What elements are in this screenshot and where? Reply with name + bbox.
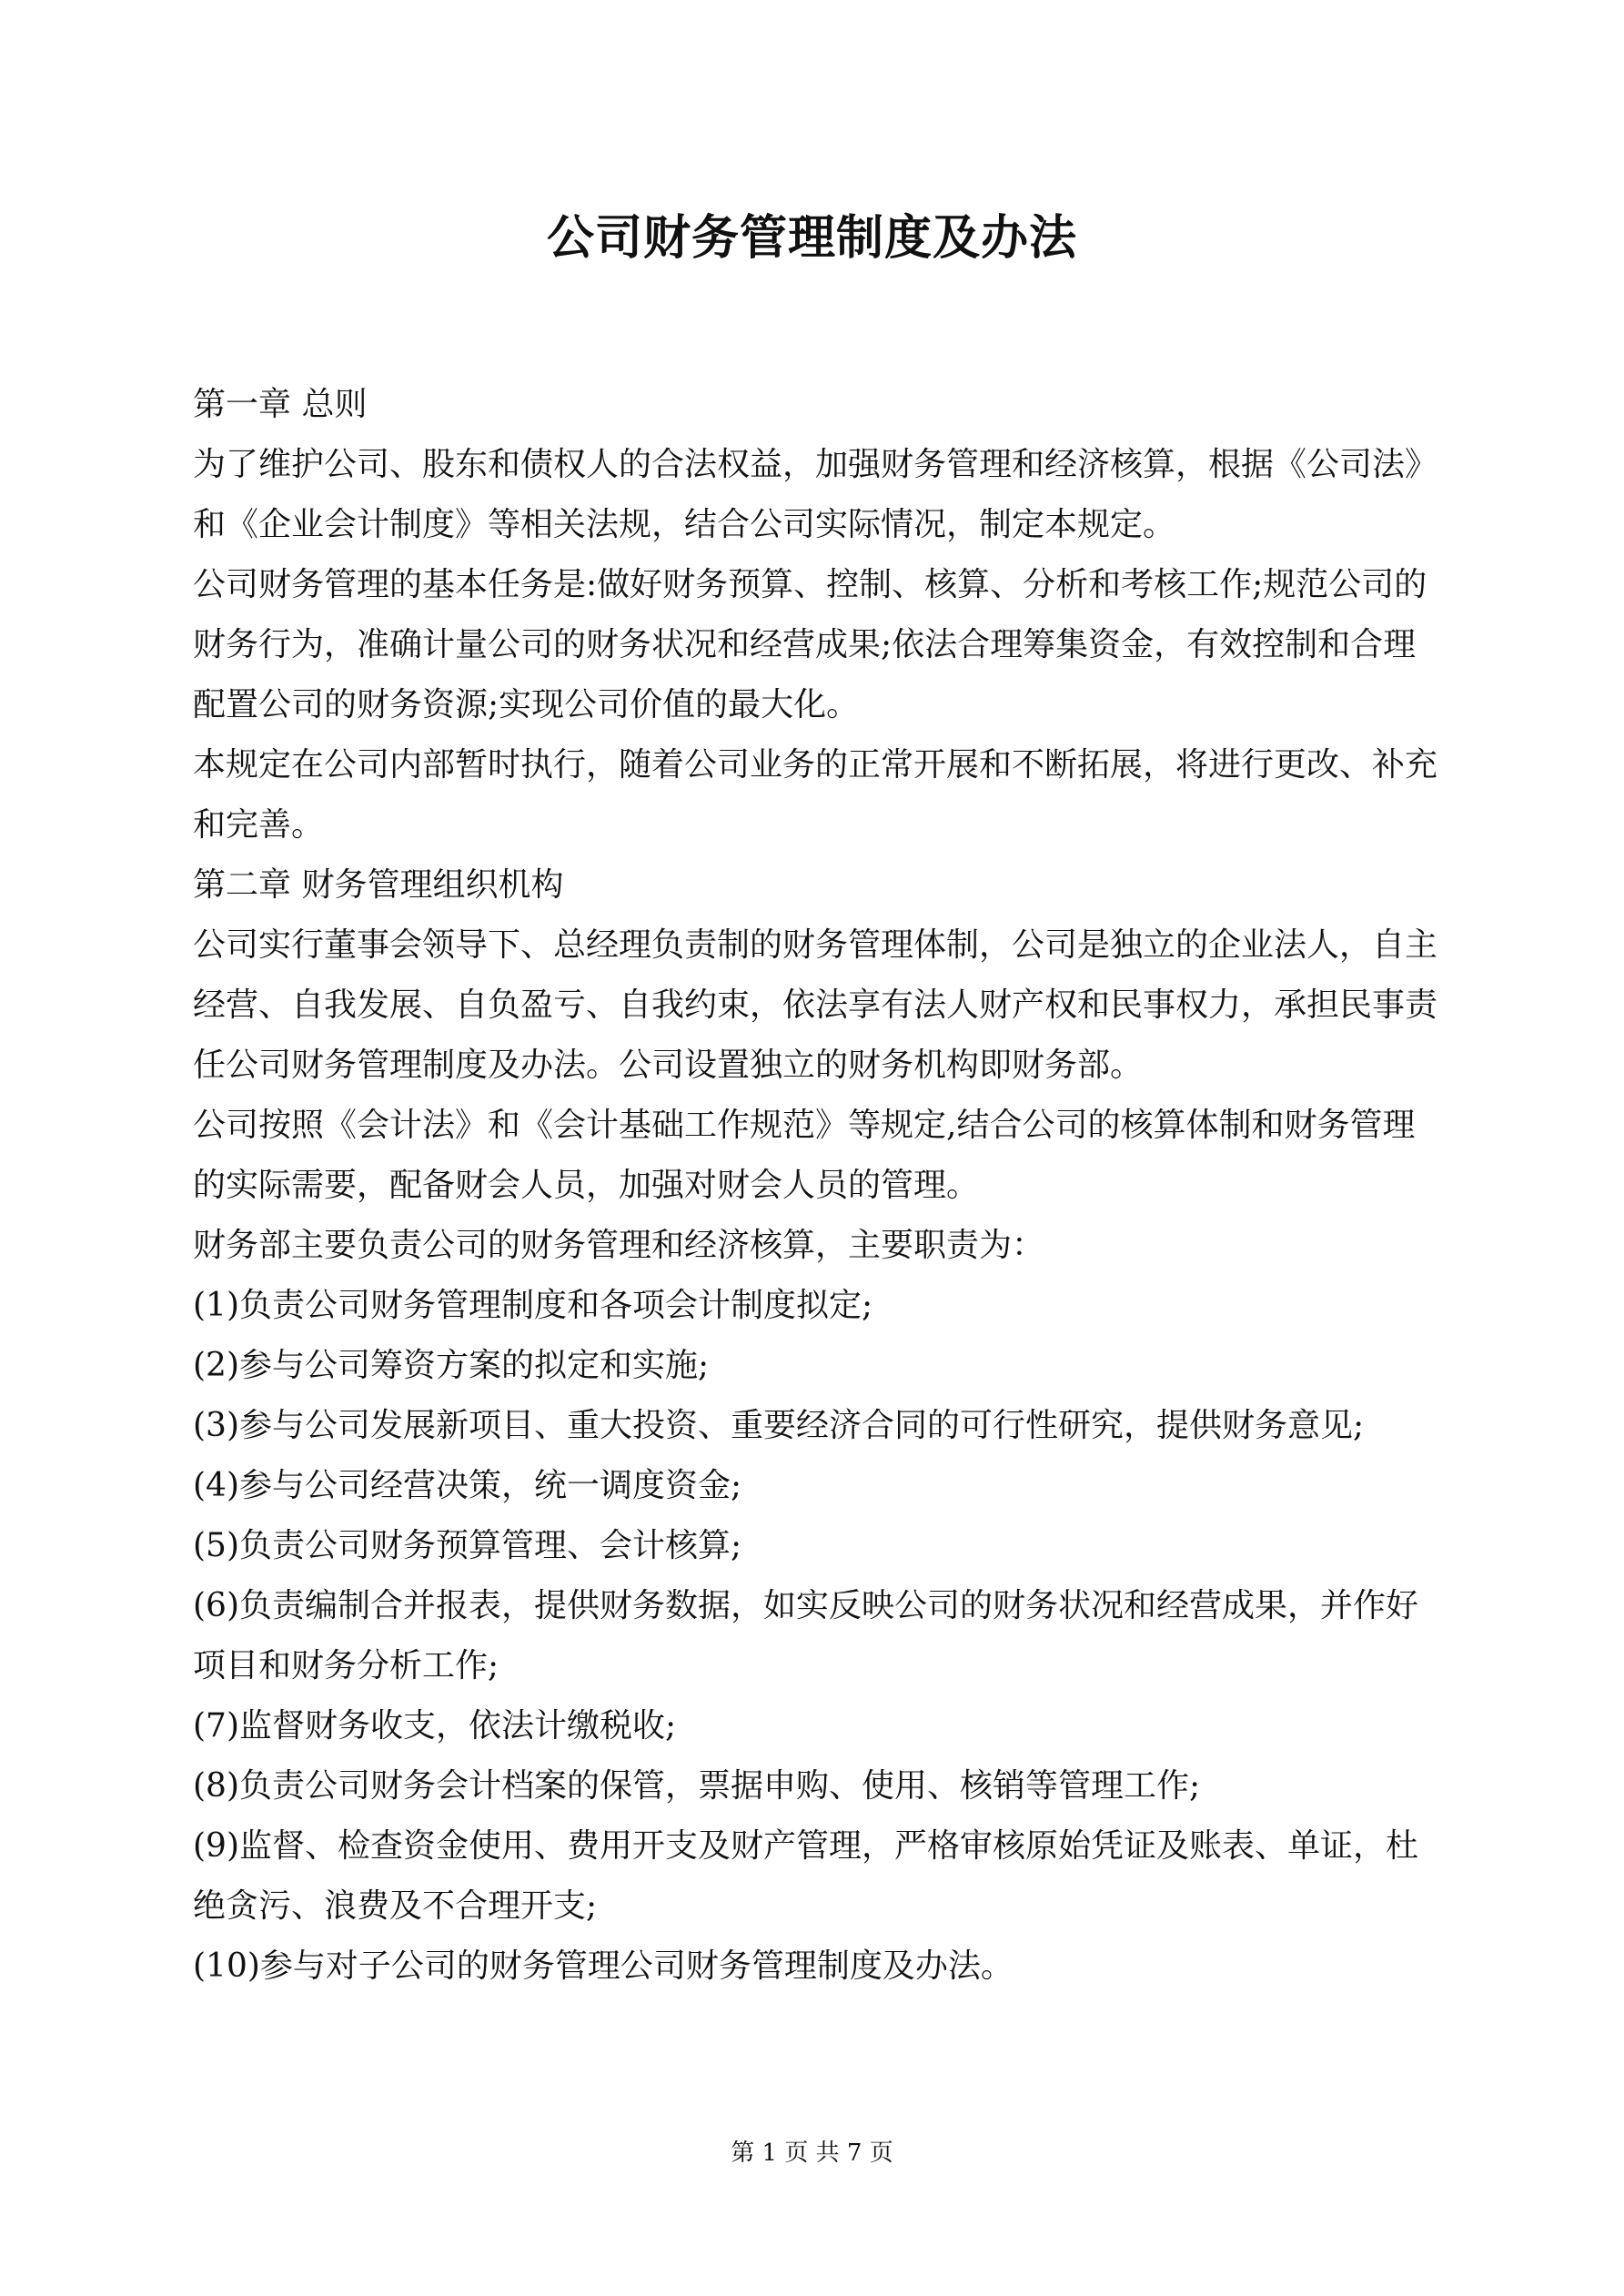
paragraph-line: 和完善。: [193, 806, 325, 844]
document-title: 公司财务管理制度及办法: [546, 210, 1077, 266]
paragraph-line: 任公司财务管理制度及办法。公司设置独立的财务机构即财务部。: [193, 1047, 1144, 1084]
list-item: (8)负责公司财务会计档案的保管，票据申购、使用、核销等管理工作;: [193, 1767, 1201, 1805]
list-item: (1)负责公司财务管理制度和各项会计制度拟定;: [193, 1287, 873, 1324]
document-body: [193, 375, 1437, 1997]
list-item: (2)参与公司筹资方案的拟定和实施;: [193, 1347, 710, 1384]
list-item: (10)参与对子公司的财务管理公司财务管理制度及办法。: [193, 1947, 1014, 1985]
paragraph-line: 的实际需要，配备财会人员，加强对财会人员的管理。: [193, 1167, 980, 1204]
paragraph-line: 财务行为，准确计量公司的财务状况和经营成果;依法合理筹集资金，有效控制和合理: [193, 626, 1417, 663]
list-item: (4)参与公司经营决策，统一调度资金;: [193, 1467, 742, 1504]
paragraph-line: 经营、自我发展、自负盈亏、自我约束，依法享有法人财产权和民事权力，承担民事责: [193, 986, 1438, 1024]
chapter-heading: 第一章 总则: [193, 386, 368, 423]
paragraph-line: 公司财务管理的基本任务是:做好财务预算、控制、核算、分析和考核工作;规范公司的: [193, 566, 1427, 603]
list-item: (9)监督、检查资金使用、费用开支及财产管理，严格审核原始凭证及账表、单证，杜: [193, 1827, 1418, 1865]
paragraph-line: 配置公司的财务资源;实现公司价值的最大化。: [193, 686, 860, 723]
list-item: (3)参与公司发展新项目、重大投资、重要经济合同的可行性研究，提供财务意见;: [193, 1407, 1365, 1444]
paragraph-line: 公司实行董事会领导下、总经理负责制的财务管理体制，公司是独立的企业法人，自主: [193, 926, 1438, 964]
list-item: (6)负责编制合并报表，提供财务数据，如实反映公司的财务状况和经营成果，并作好: [193, 1587, 1418, 1624]
list-item-continuation: 项目和财务分析工作;: [193, 1647, 499, 1684]
paragraph-line: 财务部主要负责公司的财务管理和经济核算，主要职责为：: [193, 1227, 1045, 1264]
chapter-heading: 第二章 财务管理组织机构: [193, 866, 564, 904]
list-item-continuation: 绝贪污、浪费及不合理开支;: [193, 1887, 598, 1925]
page-number: 第 1 页 共 7 页: [731, 2139, 893, 2167]
paragraph-line: 为了维护公司、股东和债权人的合法权益，加强财务管理和经济核算，根据《公司法》: [193, 446, 1438, 483]
list-item: (7)监督财务收支，依法计缴税收;: [193, 1707, 677, 1745]
paragraph-line: 和《企业会计制度》等相关法规，结合公司实际情况，制定本规定。: [193, 506, 1176, 543]
paragraph-line: 本规定在公司内部暂时执行，随着公司业务的正常开展和不断拓展，将进行更改、补充: [193, 746, 1438, 784]
list-item: (5)负责公司财务预算管理、会计核算;: [193, 1527, 742, 1564]
paragraph-line: 公司按照《会计法》和《会计基础工作规范》等规定,结合公司的核算体制和财务管理: [193, 1107, 1416, 1144]
